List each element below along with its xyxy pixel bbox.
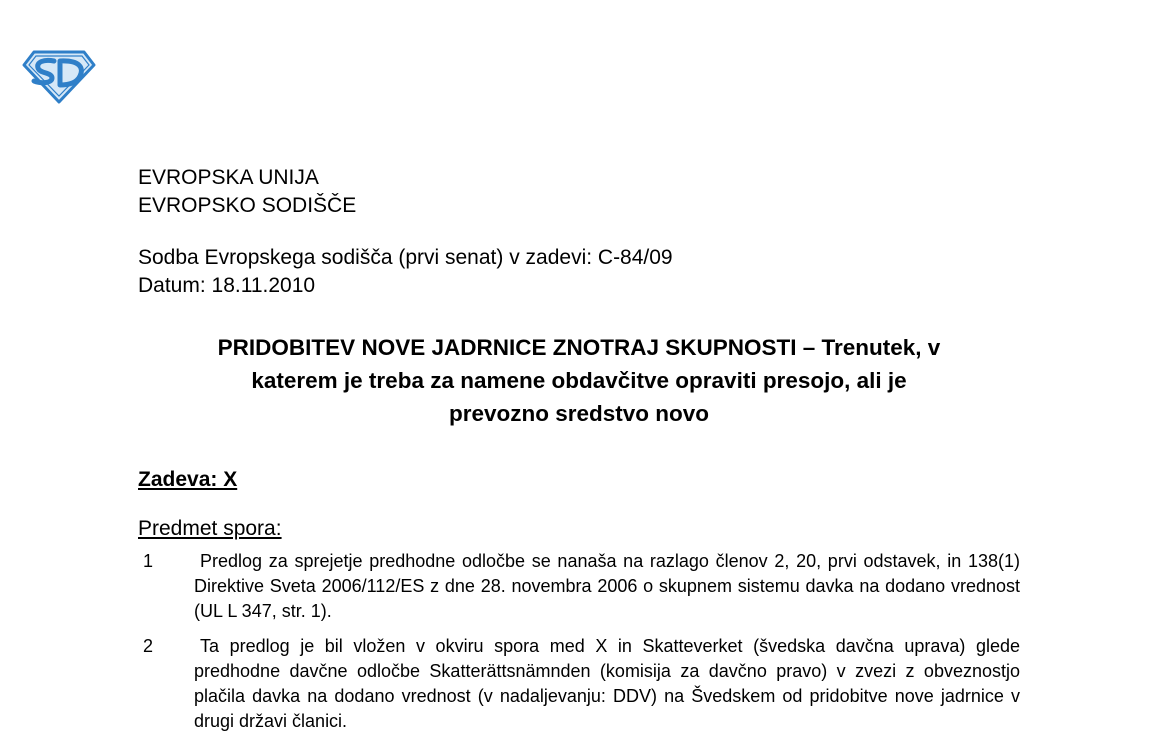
paragraph-number: 2 [143, 636, 154, 656]
title-line-3: prevozno sredstvo novo [448, 401, 710, 426]
header-line-2: EVROPSKO SODIŠČE [138, 194, 357, 217]
paragraph [138, 549, 1020, 624]
paragraph-number: 1 [143, 551, 154, 571]
title-line-1: PRIDOBITEV NOVE JADRNICE ZNOTRAJ SKUPNOSTI – Trenutek, v [217, 335, 941, 360]
paragraph-text: Ta predlog je bil vložen v okviru spora med X in Skatteverket (švedska davčna uprava) glede predhodne davčne odločbe Skatterättsnämnden (komisija za davčno pravo) v zvezi z obveznostjo plačila davka na dodano vrednost (v nadaljevanju: DDV) na Švedskem od pridobitve nove jadrnice v drugi državi članici. [194, 636, 1020, 731]
zadeva-heading: Zadeva: X [138, 468, 238, 491]
document-body [138, 164, 1020, 734]
sd-logo [22, 48, 96, 104]
paragraph-text: Predlog za sprejetje predhodne odločbe se nanaša na razlago členov 2, 20, prvi odstavek, in 138(1) Direktive Sveta 2006/112/ES z dne 28. novembra 2006 o skupnem sistemu davka na dodano vrednost (UL L 347, str. 1). [194, 551, 1020, 621]
case-reference: Sodba Evropskega sodišča (prvi senat) v zadevi: C-84/09 [138, 246, 673, 269]
header-line-1: EVROPSKA UNIJA [138, 166, 319, 189]
title-line-2: katerem je treba za namene obdavčitve opraviti presojo, ali je [251, 368, 907, 393]
case-date: Datum: 18.11.2010 [138, 274, 316, 297]
document-title [138, 331, 1020, 430]
predmet-spora-heading: Predmet spora: [138, 517, 282, 540]
paragraph [138, 634, 1020, 734]
